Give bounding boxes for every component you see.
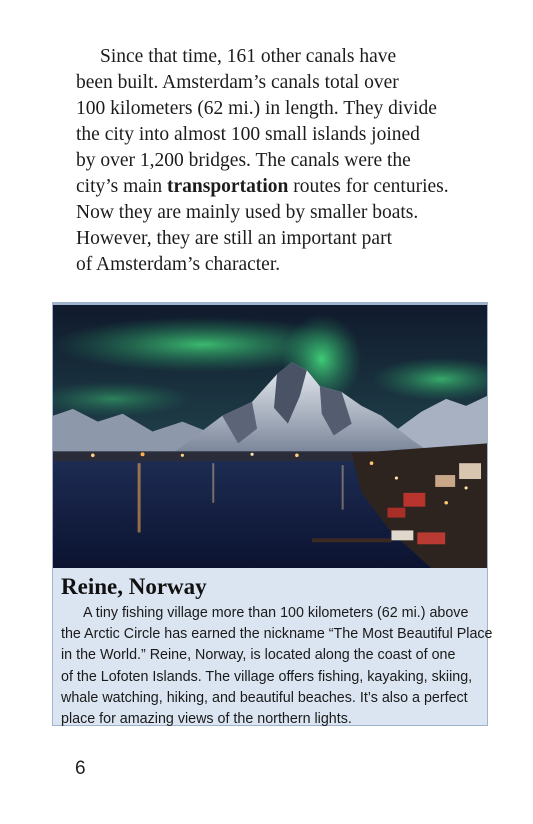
page-number: 6 — [75, 758, 86, 779]
body-line: been built. Amsterdam’s canals total over — [76, 72, 399, 93]
sidebar-line: place for amazing views of the northern lights. — [61, 711, 352, 728]
body-line: of Amsterdam’s character. — [76, 254, 281, 275]
glossary-term: transportation — [167, 176, 289, 197]
aurora-mountain-village-image — [53, 305, 487, 568]
reine-photo — [52, 302, 488, 568]
sidebar-line: in the World.” Reine, Norway, is located along the coast of one — [61, 647, 456, 664]
body-line: 100 kilometers (62 mi.) in length. They divide — [76, 98, 437, 119]
sidebar-box — [52, 568, 493, 728]
sidebar-line: A tiny fishing village more than 100 kilometers (62 mi.) above — [83, 605, 469, 621]
body-line: by over 1,200 bridges. The canals were the — [76, 150, 411, 171]
body-line: Now they are mainly used by smaller boats. — [76, 202, 419, 223]
body-line — [76, 174, 496, 200]
body-line: Since that time, 161 other canals have — [100, 46, 397, 67]
sidebar-line: whale watching, hiking, and beautiful beaches. It’s also a perfect — [61, 689, 468, 706]
body-line-pre: city’s main — [76, 176, 167, 197]
body-line-post: routes for centuries. — [288, 176, 449, 197]
body-line: the city into almost 100 small islands joined — [76, 124, 420, 145]
sidebar-line: the Arctic Circle has earned the nickname “The Most Beautiful Place — [61, 626, 493, 643]
sidebar-body — [61, 603, 493, 730]
sidebar-title: Reine, Norway — [61, 574, 207, 599]
body-paragraph — [76, 44, 496, 278]
body-line: However, they are still an important part — [76, 228, 392, 249]
sidebar-line: of the Lofoten Islands. The village offers fishing, kayaking, skiing, — [61, 668, 473, 685]
